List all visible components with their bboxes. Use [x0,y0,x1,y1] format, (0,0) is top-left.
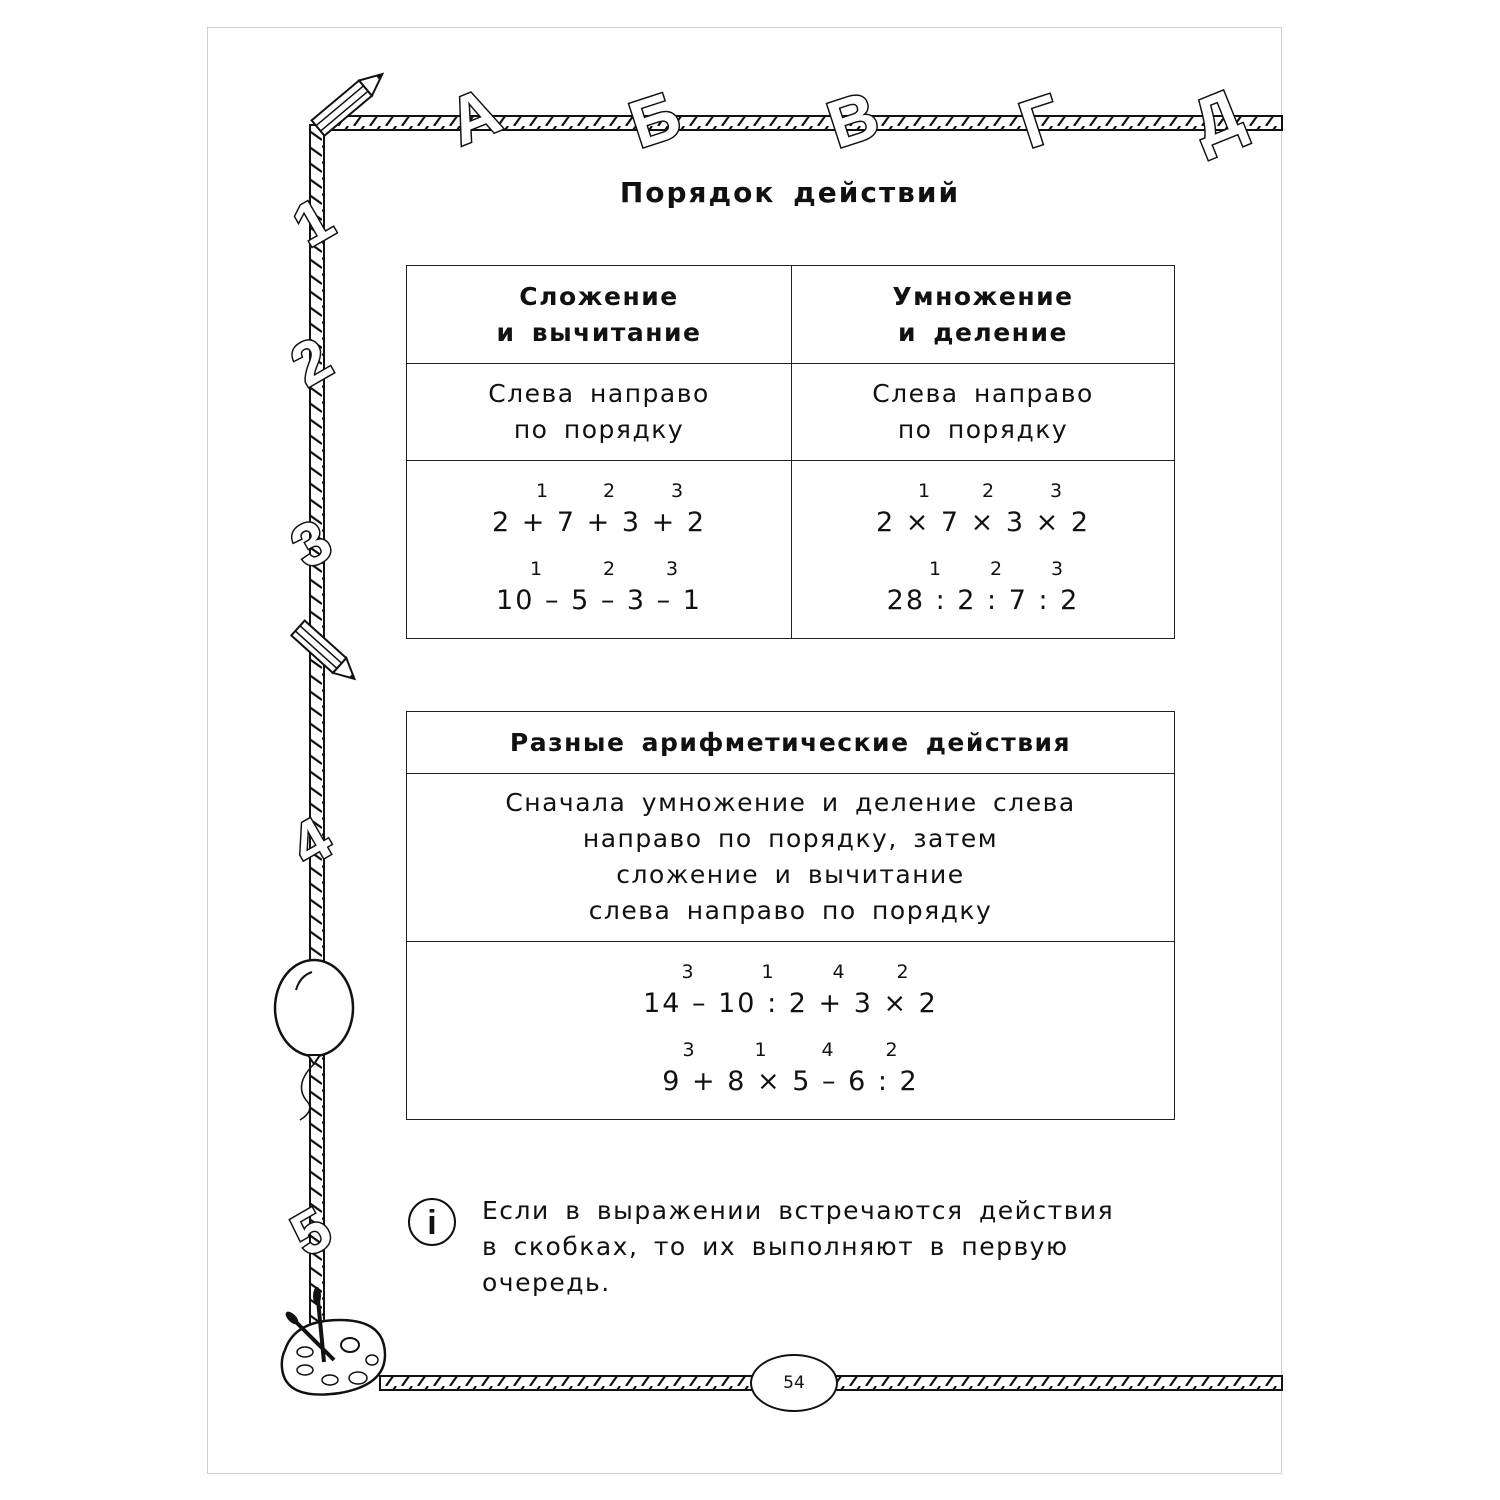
note-line: очередь. [482,1268,611,1297]
rule-line: слева направо по порядку [588,896,993,925]
header-line: и вычитание [496,317,702,347]
order-number: 1 [754,1039,767,1061]
header-mixed-operations: Разные арифметические действия [509,727,1072,757]
order-number: 2 [885,1039,898,1061]
order-number: 4 [832,961,845,983]
order-number: 3 [1049,480,1063,502]
page-title: Порядок действий [619,176,961,209]
order-number: 2 [896,961,909,983]
rule-line: Слева направо [488,378,710,408]
digit-3-icon: 3 [279,506,343,582]
example-expression [479,558,719,618]
expression-text: 2 × 7 × 3 × 2 [875,507,1091,538]
info-icon-glyph: i [427,1204,437,1242]
rule-mixed-operations [407,773,1174,941]
order-number: 3 [665,558,679,580]
examples-mixed-operations [407,941,1174,1119]
order-number: 2 [602,480,616,502]
example-expression [870,558,1096,618]
expression-text: 28 : 2 : 7 : 2 [886,585,1080,616]
example-expression [646,1039,936,1099]
letter-v-icon: В [818,76,887,162]
palette-icon [282,1287,385,1395]
note-line: Если в выражении встречаются действия [482,1196,1115,1225]
rule-line: по порядку [897,414,1069,444]
examples-multiplication-division [791,460,1175,638]
example-expression [870,480,1096,540]
page-number: 54 [750,1354,838,1412]
order-rules-table [406,265,1175,639]
header-line: и деление [898,317,1068,347]
rule-addition-subtraction [407,363,791,460]
order-number: 1 [928,558,942,580]
digit-2-icon: 2 [279,324,343,400]
header-multiplication-division [791,266,1175,363]
rule-line: Слева направо [872,378,1094,408]
letter-a-icon: А [438,72,510,159]
mixed-operations-table [406,711,1175,1120]
order-number: 3 [681,961,694,983]
info-icon [406,1196,458,1248]
rule-line: Сначала умножение и деление слева [505,788,1076,817]
order-number: 2 [989,558,1003,580]
order-number: 4 [821,1039,834,1061]
note-line: в скобках, то их выполняют в первую [482,1232,1069,1261]
rule-line: сложение и вычитание [616,860,965,889]
order-number: 1 [535,480,549,502]
example-expression [631,961,951,1021]
order-number: 3 [670,480,684,502]
order-number: 2 [981,480,995,502]
pencil-icon [291,621,361,687]
header-line: Умножение [892,281,1074,311]
example-expression [489,480,709,540]
order-number: 3 [682,1039,695,1061]
info-note [482,1193,1142,1301]
digit-4-icon: 4 [279,804,343,880]
order-number: 1 [917,480,931,502]
rule-multiplication-division [791,363,1175,460]
letter-d-icon: Д [1180,74,1253,161]
order-number: 3 [1050,558,1064,580]
expression-text: 9 + 8 × 5 – 6 : 2 [662,1066,919,1097]
rule-line: по порядку [513,414,685,444]
order-number: 2 [602,558,616,580]
expression-text: 10 – 5 – 3 – 1 [496,585,702,616]
left-rope [310,125,324,1387]
header-line: Сложение [519,281,679,311]
digit-5-icon: 5 [279,1194,343,1270]
letter-b-icon: Б [620,76,689,162]
rule-line: направо по порядку, затем [582,824,999,853]
examples-addition-subtraction [407,460,791,638]
order-number: 1 [761,961,774,983]
expression-text: 14 – 10 : 2 + 3 × 2 [643,988,938,1019]
header-addition-subtraction [407,266,791,363]
order-number: 1 [529,558,543,580]
letter-g-icon: Г [1010,79,1070,162]
digit-1-icon: 1 [281,184,345,260]
expression-text: 2 + 7 + 3 + 2 [491,507,707,538]
